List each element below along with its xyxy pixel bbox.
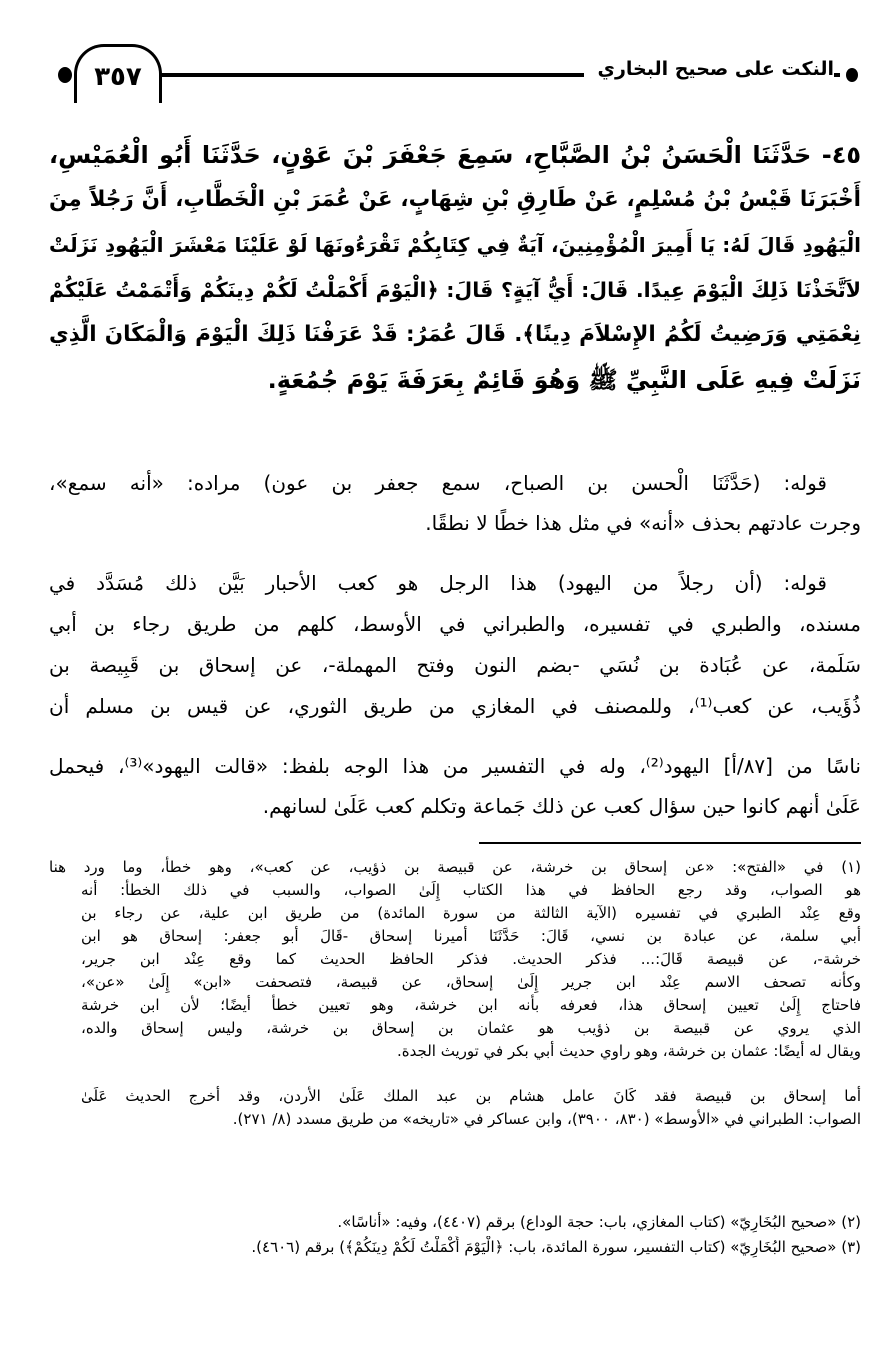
header-ornament-right (846, 68, 858, 82)
footnote-line: الذي يروي عن قبيصة بن ذؤيب هو عثمان بن إسحاق بن خرشة، وليس إسحاق والده، (81, 1019, 861, 1037)
hadith-line: ٤٥- حَدَّثَنَا الْحَسَنُ بْنُ الصَّبَّاحِ، سَمِعَ جَعْفَرَ بْنَ عَوْنٍ، حَدَّثَنَا أَبُو الْعُمَيْسِ، (49, 141, 861, 169)
header-ornament-left (58, 67, 72, 83)
page-number: ٣٥٧ (74, 44, 162, 103)
footnote-line: خرشة-، عن قبيصة قَالَ:... فذكر الحديث. فذكر الحافظ الحديث كما وقع عِنْد ابن جرير، (81, 950, 861, 968)
commentary-line: عَلَىٰ أنهم كانوا حين سؤال كعب عن ذلك جَماعة وتكلم كعب عَلَىٰ لسانهم. (262, 794, 861, 818)
footnote-line: (١) في «الفتح»: «عن إسحاق بن خرشة، عن قبيصة بن ذؤيب، عن كعب»، وهو خطأ، وما ورد هنا (49, 858, 861, 876)
book-title: النكت على صحيح البخاري (584, 58, 834, 80)
hadith-line: أَخْبَرَنَا قَيْسُ بْنُ مُسْلِمٍ، عَنْ طَارِقِ بْنِ شِهَابٍ، عَنْ عُمَرَ بْنِ الْخَطَّابِ، أَنَّ رَجُلاً مِنَ (49, 187, 861, 212)
commentary-line: مسنده، والطبري في تفسيره، والطبراني في الأوسط، كلهم من طريق رجاء بن أبي (49, 612, 861, 636)
footnote-line: أما إسحاق بن قبيصة فقد كَانَ عامل هشام بن عبد الملك عَلَىٰ الأردن، وقد أخرج الحديث عَلَىٰ (81, 1087, 861, 1105)
footnote-line: ويقال له أيضًا: عثمان بن خرشة، وهو راوي حديث أبي بكر في توريث الجدة. (397, 1042, 861, 1060)
footnote-line: الصواب: الطبراني في «الأوسط» (٨٣٠، ٣٩٠٠)، وابن عساكر في «تاريخه» من طريق مسدد (٨/ ٢٧١). (232, 1110, 861, 1128)
commentary-line: سَلَمة، عن عُبَادة بن نُسَي -بضم النون وفتح المهملة-، عن إسحاق بن قَبِيصة بن (49, 653, 861, 677)
footnote-separator (479, 842, 861, 844)
commentary-line: وجرت عادتهم بحذف «أنه» في مثل هذا خطًا لا نطقًا. (425, 511, 861, 535)
commentary-line: ناسًا من [٨٧/أ] اليهود⁽²⁾، وله في التفسير من هذا الوجه بلفظ: «قالت اليهود»⁽³⁾، فيحمل (49, 754, 861, 778)
footnote-line: أبي سلمة، عن عبادة بن نسي، قَالَ: حَدَّثَنَا أميرنا إسحاق -قَالَ أبو جعفر: إسحاق هو ابن (81, 927, 861, 945)
footnote-line: (٣) «صحيح البُخَارِيّ» (كتاب التفسير، سورة المائدة، باب: ﴿الْيَوْمَ أَكْمَلْتُ لَكُمْ دِينَكُمْ﴾) برقم (٤٦٠٦). (251, 1238, 861, 1256)
commentary-line: قوله: (حَدَّثَنَا الْحسن بن الصباح، سمع جعفر بن عون) مراده: «أنه سمع»، (49, 471, 827, 495)
footnote-line: (٢) «صحيح البُخَارِيّ» (كتاب المغازي، باب: حجة الوداع) برقم (٤٤٠٧)، وفيه: «أناسًا». (337, 1213, 861, 1231)
hadith-line: نَزَلَتْ فِيهِ عَلَى النَّبِيِّ ﷺ وَهُوَ قَائِمٌ بِعَرَفَةَ يَوْمَ جُمُعَةٍ. (267, 366, 861, 394)
commentary-line: ذُؤَيب، عن كعب⁽¹⁾، وللمصنف في المغازي من طريق الثوري، عن قيس بن مسلم أن (49, 694, 861, 718)
hadith-line: الْيَهُودِ قَالَ لَهُ: يَا أَمِيرَ الْمُؤْمِنِينَ، آيَةٌ فِي كِتَابِكُمْ تَقْرَءُونَهَا لَوْ عَلَيْنَا مَعْشَرَ الْيَهُودِ نَزَلَتْ (49, 233, 861, 257)
hadith-line: لاَتَّخَذْنَا ذَلِكَ الْيَوْمَ عِيدًا. قَالَ: أَيُّ آيَةٍ؟ قَالَ: ﴿الْيَوْمَ أَكْمَلْتُ لَكُمْ دِينَكُمْ وَأَتْمَمْتُ عَلَيْكُمْ (49, 278, 861, 302)
footnote-line: وقع عِنْد الطبري في تفسيره (الآية الثالثة من سورة المائدة) من طريق ابن علية، عن رجاء بن (81, 904, 861, 922)
footnote-line: فاحتاج إِلَىٰ تعيين إسحاق هذا، فعرفه بأنه ابن خرشة، وهو تعيين خطأ أيضًا؛ لأن ابن خرشة (81, 996, 861, 1014)
hadith-line: نِعْمَتِي وَرَضِيتُ لَكُمُ الإِسْلاَمَ دِينًا﴾. قَالَ عُمَرُ: قَدْ عَرَفْنَا ذَلِكَ الْيَوْمَ وَالْمَكَانَ الَّذِي (49, 322, 861, 347)
commentary-line: قوله: (أن رجلاً من اليهود) هذا الرجل هو كعب الأحبار بَيَّن ذلك مُسَدَّد في (49, 571, 827, 595)
footnote-line: هو الصواب، وقد رجع الحافظ في هذا الكتاب إِلَىٰ الصواب، والسبب في ذلك الخطأ: أنه (81, 881, 861, 899)
footnote-line: وكأنه تصحف الاسم عِنْد ابن جرير إِلَىٰ إسحاق، عن قبيصة، فتصحفت «ابن» إِلَىٰ «عن»، (81, 973, 861, 991)
page-header (40, 44, 870, 104)
